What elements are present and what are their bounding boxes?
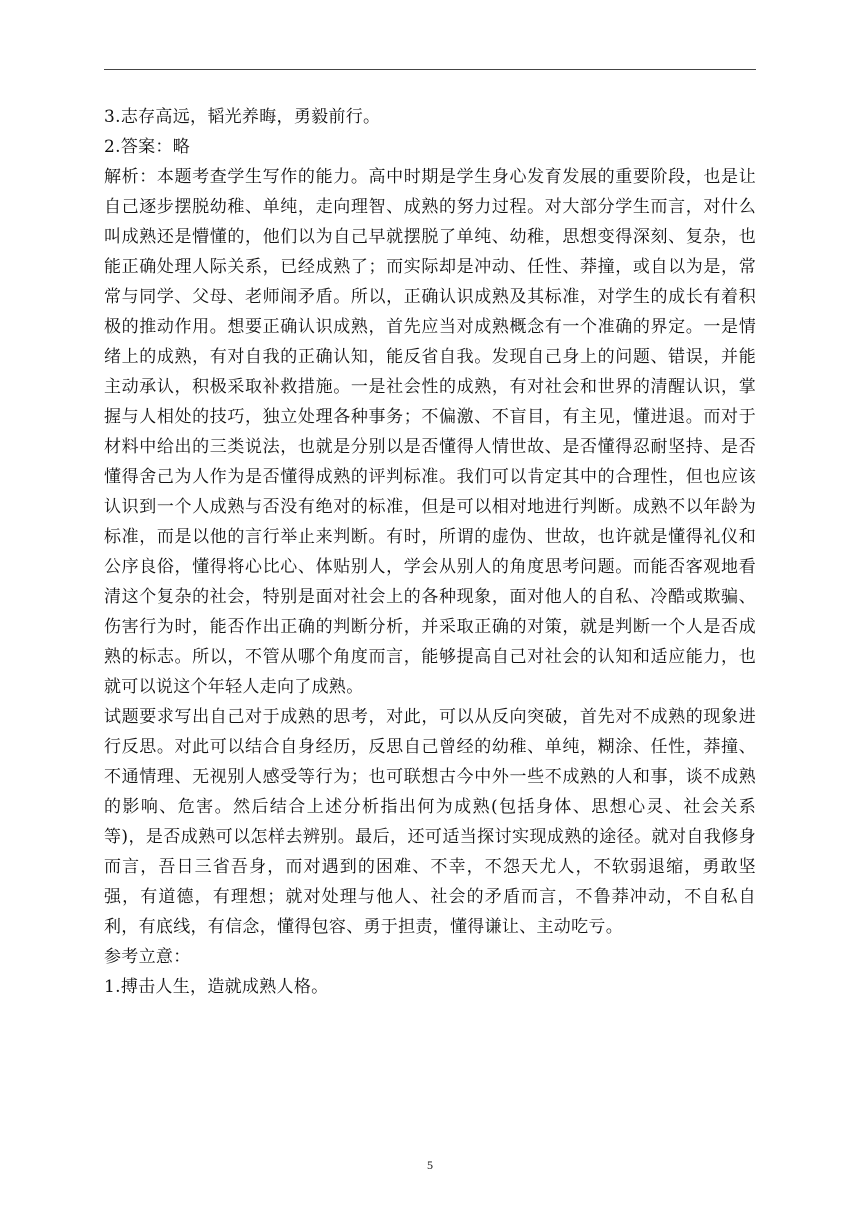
text-line: 2.答案：略 [104,137,191,157]
text-line: 公序良俗，懂得将心比心、体贴别人，学会从别人的角度思考问题。而能否客观地看 [104,557,756,577]
text-line: 参考立意： [104,947,191,967]
text-line: 而言，吾日三省吾身，而对遇到的困难、不幸，不怨天尤人，不软弱退缩，勇敢坚 [104,857,756,877]
text-line: 能正确处理人际关系，已经成熟了；而实际却是冲动、任性、莽撞，或自以为是，常 [104,257,756,277]
text-line: 的影响、危害。然后结合上述分析指出何为成熟(包括身体、思想心灵、社会关系 [104,797,756,817]
text-line: 1.搏击人生，造就成熟人格。 [104,977,329,997]
text-line: 叫成熟还是懵懂的，他们以为自己早就摆脱了单纯、幼稚，思想变得深刻、复杂，也 [104,227,756,247]
text-line: 认识到一个人成熟与否没有绝对的标准，但是可以相对地进行判断。成熟不以年龄为 [104,497,756,517]
text-line: 清这个复杂的社会，特别是面对社会上的各种现象，面对他人的自私、冷酷或欺骗、 [104,587,756,607]
text-line: 解析：本题考查学生写作的能力。高中时期是学生身心发育发展的重要阶段，也是让 [104,167,756,187]
text-line: 材料中给出的三类说法，也就是分别以是否懂得人情世故、是否懂得忍耐坚持、是否 [104,437,756,457]
text-line: 握与人相处的技巧，独立处理各种事务；不偏激、不盲目，有主见，懂进退。而对于 [104,407,756,427]
text-line: 伤害行为时，能否作出正确的判断分析，并采取正确的对策，就是判断一个人是否成 [104,617,756,637]
text-line: 懂得舍己为人作为是否懂得成熟的评判标准。我们可以肯定其中的合理性，但也应该 [104,467,756,487]
text-line: 熟的标志。所以，不管从哪个角度而言，能够提高自己对社会的认知和适应能力，也 [104,647,756,667]
text-line: 主动承认，积极采取补救措施。一是社会性的成熟，有对社会和世界的清醒认识，掌 [104,377,756,397]
text-line: 标准，而是以他的言行举止来判断。有时，所谓的虚伪、世故，也许就是懂得礼仪和 [104,527,756,547]
text-line: 利，有底线，有信念，懂得包容、勇于担责，懂得谦让、主动吃亏。 [104,917,623,937]
document-body [104,102,756,1002]
text-line: 等)，是否成熟可以怎样去辨别。最后，还可适当探讨实现成熟的途径。就对自我修身 [104,827,756,847]
text-line: 强，有道德，有理想；就对处理与他人、社会的矛盾而言，不鲁莽冲动，不自私自 [104,887,756,907]
text-line: 不通情理、无视别人感受等行为；也可联想古今中外一些不成熟的人和事，谈不成熟 [104,767,756,787]
text-line: 就可以说这个年轻人走向了成熟。 [104,677,364,697]
text-line: 绪上的成熟，有对自我的正确认知，能反省自我。发现自己身上的问题、错误，并能 [104,347,756,367]
text-line: 常与同学、父母、老师闹矛盾。所以，正确认识成熟及其标准，对学生的成长有着积 [104,287,756,307]
text-line: 3.志存高远，韬光养晦，勇毅前行。 [104,107,381,127]
page-number: 5 [427,1158,433,1172]
text-line: 极的推动作用。想要正确认识成熟，首先应当对成熟概念有一个准确的界定。一是情 [104,317,756,337]
text-line: 自己逐步摆脱幼稚、单纯，走向理智、成熟的努力过程。对大部分学生而言，对什么 [104,197,756,217]
text-line: 行反思。对此可以结合自身经历，反思自己曾经的幼稚、单纯，糊涂、任性，莽撞、 [104,737,756,757]
header-rule [104,69,756,70]
text-line: 试题要求写出自己对于成熟的思考，对此，可以从反向突破，首先对不成熟的现象进 [104,707,756,727]
